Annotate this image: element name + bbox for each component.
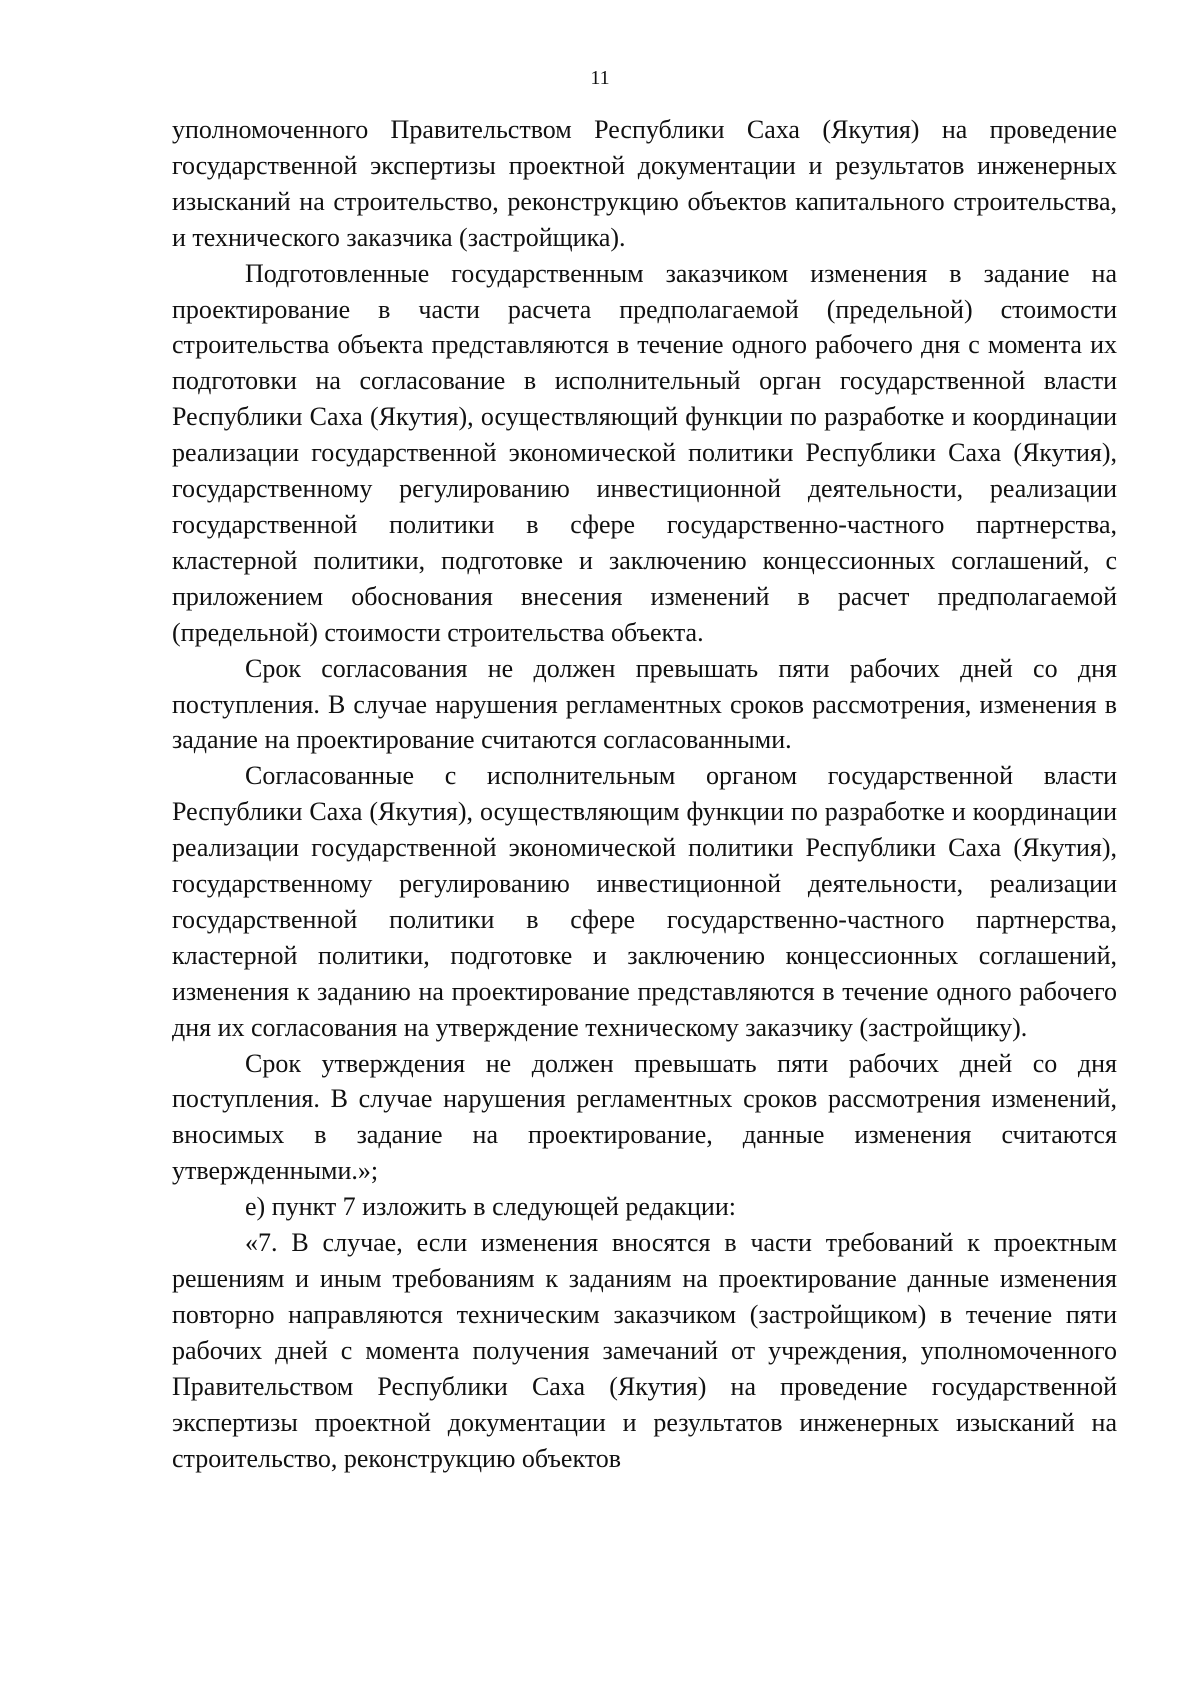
paragraph-approval-deadline: Срок согласования не должен превышать пяти рабочих дней со дня поступления. В случае нарушения регламентных сроков рассмотрения, изменения в задание на проектирование считаются согласованными. (172, 653, 1117, 755)
paragraph-point-7: «7. В случае, если изменения вносятся в части требований к проектным решениям и иным требованиям к заданиям на проектирование данные изменения повторно направляются техническим заказчиком (застройщиком) в течение пяти рабочих дней с момента получения замечаний от учреждения, уполномоченного Правительством Республики Саха (Якутия) на проведение государственной экспертизы проектной документации и результатов инженерных изысканий на строительство, реконструкцию объектов (172, 1228, 1117, 1473)
paragraph-approved-changes: Согласованные с исполнительным органом государственной власти Республики Саха (Якутия), осуществляющим функции по разработке и координации реализации государственной экономической политики Республики Саха (Якутия), государственному регулированию инвестиционной деятельности, реализации государственной политики в сфере государственно-частного партнерства, кластерной политики, подготовке и заключению концессионных соглашений, изменения к заданию на проектирование представляются в течение одного рабочего дня их согласования на утверждение техническому заказчику (застройщику). (172, 761, 1117, 1042)
paragraph-changes-submission: Подготовленные государственным заказчиком изменения в задание на проектирование в части расчета предполагаемой (предельной) стоимости строительства объекта представляются в течение одного рабочего дня с момента их подготовки на согласование в исполнительный орган государственной власти Республики Саха (Якутия), осуществляющий функции по разработке и координации реализации государственной экономической политики Республики Саха (Якутия), государственному регулированию инвестиционной деятельности, реализации государственной политики в сфере государственно-частного партнерства, кластерной политики, подготовке и заключению концессионных соглашений, с приложением обоснования внесения изменений в расчет предполагаемой (предельной) стоимости строительства объекта. (172, 258, 1117, 647)
paragraph-continuation: уполномоченного Правительством Республики Саха (Якутия) на проведение государственной экспертизы проектной документации и результатов инженерных изысканий на строительство, реконструкцию объектов капитального строительства, и технического заказчика (застройщика). (172, 115, 1117, 252)
page-number: 11 (590, 67, 610, 89)
paragraph-confirmation-deadline: Срок утверждения не должен превышать пяти рабочих дней со дня поступления. В случае нарушения регламентных сроков рассмотрения изменений, вносимых в задание на проектирование, данные изменения считаются утвержденными.»; (172, 1048, 1117, 1186)
paragraph-item-e: е) пункт 7 изложить в следующей редакции: (245, 1192, 736, 1222)
document-body (172, 112, 1117, 1476)
